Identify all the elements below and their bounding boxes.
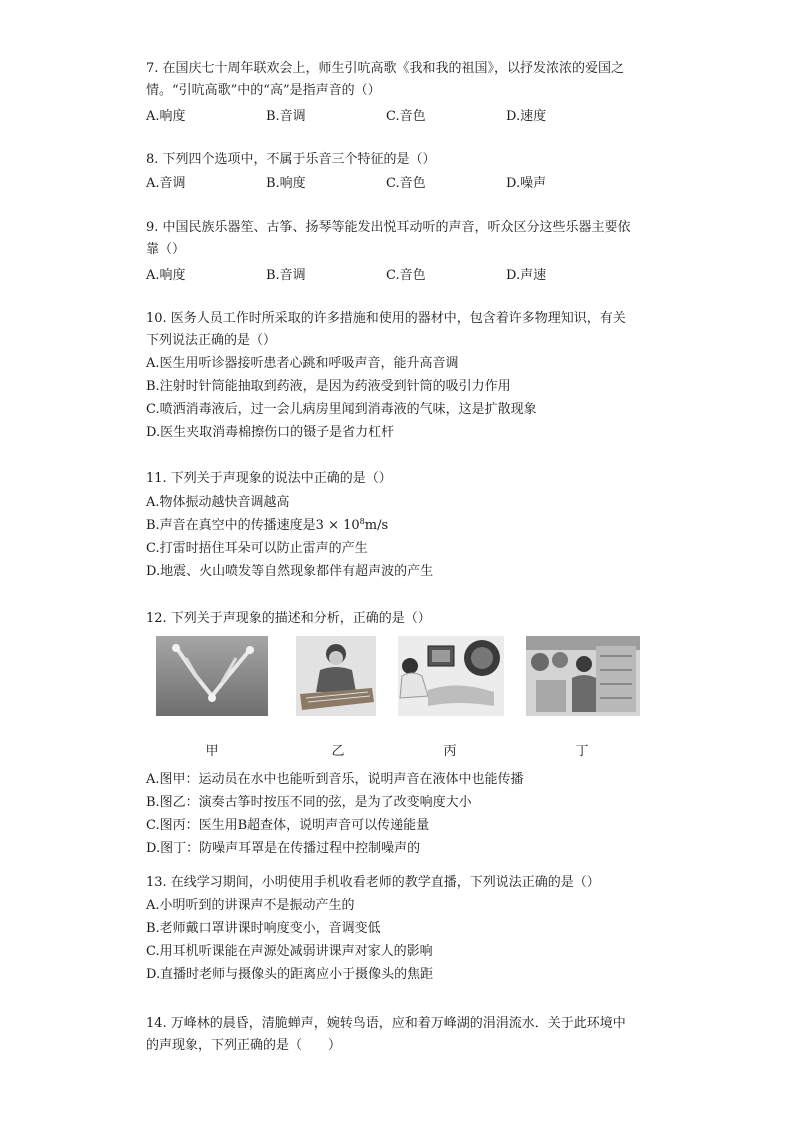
option-d: D.速度 — [506, 109, 547, 124]
figure-bing-image — [398, 636, 504, 716]
question-7-options — [146, 106, 626, 128]
option-b: B.注射时针筒能抽取到药液，是因为药液受到针筒的吸引力作用 — [146, 379, 511, 394]
figure-label-ding: 丁 — [575, 744, 589, 759]
question-7-stem-line1: 7. 在国庆七十周年联欢会上，师生引吭高歌《我和我的祖国》，以抒发浓浓的爱国之 — [146, 61, 625, 76]
question-8-stem-line1: 8. 下列四个选项中，不属于乐音三个特征的是（） — [146, 152, 436, 167]
option-d: D.图丁：防噪声耳罩是在传播过程中控制噪声的 — [146, 841, 421, 856]
figure-label-bing: 丙 — [443, 744, 457, 759]
question-10 — [146, 308, 626, 444]
question-10-stem-line2: 下列说法正确的是（） — [146, 333, 277, 348]
question-8 — [146, 149, 626, 195]
option-a: A.物体振动越快音调越高 — [146, 495, 290, 510]
option-b-unit: m/s — [364, 518, 389, 533]
question-11-stem-line1: 11. 下列关于声现象的说法中正确的是（） — [146, 471, 392, 486]
option-c: C.音色 — [386, 176, 426, 191]
figure-yi-image — [296, 636, 376, 716]
figure-ding — [526, 636, 640, 716]
figure-yi — [296, 636, 376, 716]
option-a: A.响度 — [146, 268, 186, 283]
option-c: C.打雷时捂住耳朵可以防止雷声的产生 — [146, 541, 368, 556]
question-11 — [146, 468, 433, 583]
option-d: D.声速 — [506, 268, 547, 283]
option-a: A.响度 — [146, 109, 186, 124]
question-14-stem-line2: 的声现象，下列正确的是（ ） — [146, 1038, 342, 1053]
question-14-stem-line1: 14. 万峰林的晨昏，清脆蝉声，婉转鸟语，应和着万峰湖的涓涓流水．关于此环境中 — [146, 1016, 626, 1031]
option-b-text: B.声音在真空中的传播速度是3 × 10 — [146, 518, 360, 533]
question-8-options — [146, 173, 626, 195]
option-b: B.音调 — [266, 268, 306, 283]
question-9-options — [146, 265, 631, 287]
question-12-figures — [146, 636, 686, 764]
question-13-stem-line1: 13. 在线学习期间，小明使用手机收看老师的教学直播，下列说法正确的是（） — [146, 875, 600, 890]
figure-jia-image — [156, 636, 268, 716]
figure-label-yi: 乙 — [331, 744, 345, 759]
option-a: A.图甲：运动员在水中也能听到音乐，说明声音在液体中也能传播 — [146, 772, 524, 787]
question-10-stem-line1: 10. 医务人员工作时所采取的许多措施和使用的器材中，包含着许多物理知识，有关 — [146, 311, 626, 326]
option-d: D.噪声 — [506, 176, 547, 191]
question-9 — [146, 217, 631, 287]
option-d: D.医生夹取消毒棉擦伤口的镊子是省力杠杆 — [146, 425, 395, 440]
question-12 — [146, 608, 686, 860]
option-c: C.音色 — [386, 109, 426, 124]
option-c: C.用耳机听课能在声源处减弱讲课声对家人的影响 — [146, 944, 433, 959]
option-c: C.音色 — [386, 268, 426, 283]
option-b: B.音调 — [266, 109, 306, 124]
option-b: B.图乙：演奏古筝时按压不同的弦，是为了改变响度大小 — [146, 795, 472, 810]
question-12-stem-line1: 12. 下列关于声现象的描述和分析，正确的是（） — [146, 611, 431, 626]
option-b: B.响度 — [266, 176, 306, 191]
figure-ding-image — [526, 636, 640, 716]
option-a: A.小明听到的讲课声不是振动产生的 — [146, 898, 355, 913]
figure-jia — [156, 636, 268, 716]
option-a: A.医生用听诊器接听患者心跳和呼吸声音，能升高音调 — [146, 356, 459, 371]
question-7-stem-line2: 情。“引吭高歌”中的“高”是指声音的（） — [146, 83, 381, 98]
option-d: D.地震、火山喷发等自然现象都伴有超声波的产生 — [146, 564, 434, 579]
option-d: D.直播时老师与摄像头的距离应小于摄像头的焦距 — [146, 967, 434, 982]
option-b-exponent: 8 — [359, 517, 365, 526]
figure-label-jia: 甲 — [205, 744, 219, 759]
question-9-stem-line2: 靠（） — [146, 242, 186, 257]
figure-bing — [398, 636, 504, 716]
option-c: C.图丙：医生用B超查体，说明声音可以传递能量 — [146, 818, 430, 833]
option-b: B.老师戴口罩讲课时响度变小，音调变低 — [146, 921, 381, 936]
question-13 — [146, 872, 600, 986]
option-a: A.音调 — [146, 176, 186, 191]
option-b — [146, 514, 433, 537]
question-9-stem-line1: 9. 中国民族乐器笙、古筝、扬琴等能发出悦耳动听的声音，听众区分这些乐器主要依 — [146, 220, 631, 235]
question-7 — [146, 58, 626, 128]
option-c: C.喷洒消毒液后，过一会儿病房里闻到消毒液的气味，这是扩散现象 — [146, 402, 537, 417]
question-14 — [146, 1013, 626, 1057]
